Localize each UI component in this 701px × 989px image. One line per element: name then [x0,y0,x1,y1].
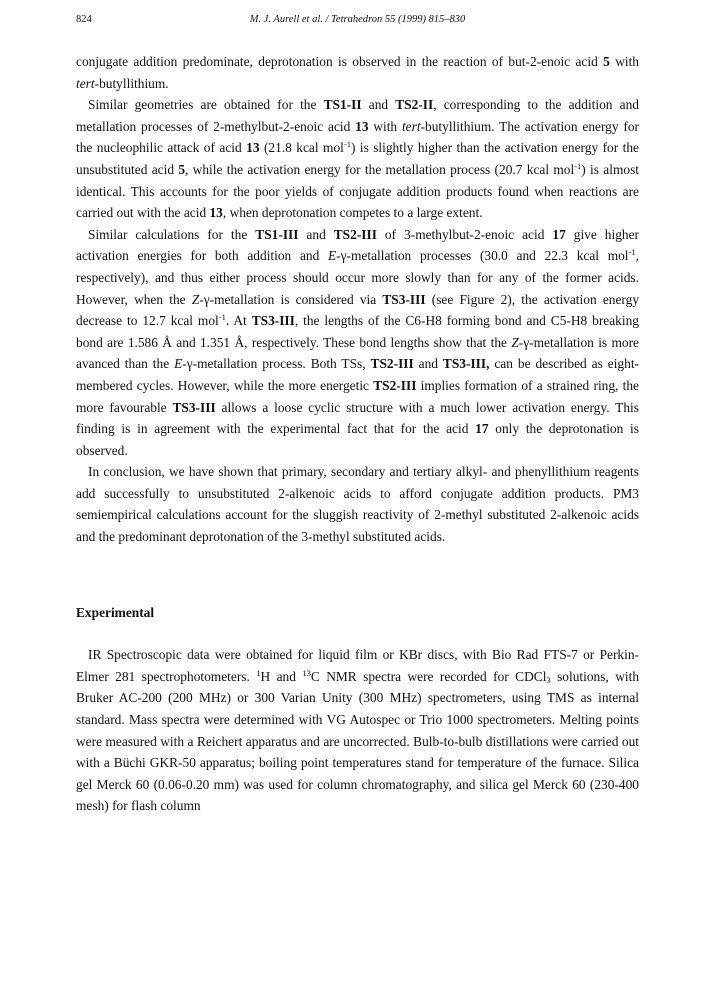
text-run: Similar calculations for the [88,226,256,242]
ts-label: TS2-II [395,97,434,113]
text-run: -γ-metallation is considered via [199,291,383,307]
compound-ref: 17 [475,421,489,437]
ts-label: TS1-III [255,226,299,242]
text-run: . At [225,313,252,329]
ts-label: TS1-II [323,97,362,113]
text-run: solutions, with Bruker AC-200 (200 MHz) or 300 Varian Unity (300 MHz) spectrometers, using TMS as internal standard. Mass spectra were determined with VG Autospec or Trio 1000 spectrometers. Melting points were measured with a Reichert apparatus and are uncorrected. Bulb-to-bulb distillations were carried out with a Büchi GKR-50 apparatus; boiling point temperatures stand for temperature of the furnace. Silica gel Merck 60 (0.06-0.20 mm) was used for column chromatography, and silica gel Merck 60 (230-400 mesh) for flash column [76,668,640,814]
superscript: -1 [574,160,582,171]
text-run: , when deprotonation competes to a large extent. [222,205,483,221]
superscript: -1 [343,139,351,150]
text-run: Similar geometries are obtained for the [88,97,324,113]
paragraph-continuation [76,51,639,94]
paragraph-conclusion: In conclusion, we have shown that primary, secondary and tertiary alkyl- and phenyllithium reagents add successfully to unsubstituted 2-alkenoic acids to afford conjugate addition products. PM3 semiempirical calculations account for the sluggish reactivity of 2-methyl substituted 2-alkenoic acids and the predominant deprotonation of the 3-methyl substituted acids. [76,464,639,545]
text-run: implies formation of a strained ring, the more favourable [76,377,639,415]
compound-ref: 13 [355,118,369,134]
ts-label: TS2-III [370,356,414,372]
compound-ref: 5 [603,54,610,69]
section-heading-experimental: Experimental [76,604,155,620]
italic-term: tert [401,118,421,134]
ts-label: TS3-III, [442,356,490,372]
text-run: ) is almost identical. This accounts for the poor yields of conjugate addition products found when reactions are carried out with the acid [76,161,639,221]
subscript: 3 [546,674,551,685]
text-run: -γ-metallation is more avanced than the [76,334,639,372]
text-run: -butyllithium. The activation energy for the nucleophilic attack of acid [76,118,639,156]
text-run: (see Figure 2), the activation energy decrease to 12.7 kcal mol [76,291,640,329]
text-run: , respectively), and thus either process should occur more slowly than for any of the former acids. However, when the [76,248,639,307]
italic-term: tert [76,75,95,91]
text-run: -butyllithium. [94,75,169,91]
text-run: -γ-metallation process. Both TSs, [182,356,371,372]
text-run: and [298,226,334,242]
italic-term: Z [191,291,200,307]
paragraph-ts-ii [76,94,639,224]
text-run: C NMR spectra were recorded for CDCl [310,668,547,684]
text-run: conjugate addition predominate, deprotonation is observed in the reaction of but-2-enoic acid [76,54,604,69]
text-run: , while the activation energy for the metallation process (20.7 kcal mol [185,161,575,177]
italic-term: E [174,356,183,372]
text-run: -γ-metallation processes (30.0 and 22.3 kcal mol [336,248,629,264]
article-body [76,51,639,817]
ts-label: TS2-III [373,377,417,393]
superscript: 13 [302,667,311,678]
paragraph-ts-iii [76,224,639,462]
superscript: -1 [628,247,636,258]
italic-term: E [327,248,337,264]
text-run: with [368,118,402,134]
page-number: 824 [76,14,92,25]
text-run: allows a loose cyclic structure with a much lower activation energy. This finding is in agreement with the experimental fact that for the acid [76,399,639,437]
superscript: -1 [218,312,226,323]
text-run: and [361,97,396,113]
superscript: 1 [256,667,261,678]
text-run: ) is slightly higher than the activation energy for the unsubstituted acid [76,140,639,177]
text-run: of 3-methylbut-2-enoic acid [376,226,553,242]
text-run: can be described as eight-membered cycles. However, while the more energetic [76,356,639,393]
text-run: , the lengths of the C6-H8 forming bond and C5-H8 breaking bond are 1.586 Å and 1.351 Å, respectively. These bond lengths show that the [76,313,639,350]
ts-label: TS2-III [333,226,377,242]
section-spacer [76,548,639,575]
running-title: M. J. Aurell et al. / Tetrahedron 55 (1999) 815–830 [249,14,466,25]
text-run: H and [260,668,303,684]
compound-ref: 17 [552,226,566,242]
ts-label: TS3-III [251,313,295,329]
text-run: , corresponding to the addition and metallation processes of 2-methylbut-2-enoic acid [76,97,640,134]
text-run: and [413,356,443,372]
paragraph-experimental [76,644,639,817]
compound-ref: 13 [209,205,223,221]
text-run: give higher activation energies for both addition and [76,226,639,264]
compound-ref: 13 [246,140,260,156]
italic-term: Z [511,334,519,350]
ts-label: TS3-III [382,291,426,307]
ts-label: TS3-III [172,399,216,415]
text-run: IR Spectroscopic data were obtained for liquid film or KBr discs, with Bio Rad FTS-7 or Perkin-Elmer 281 spectrophotometers. [76,647,639,684]
running-header [76,14,639,28]
text-run: with [609,54,640,69]
text-run: (21.8 kcal mol [259,140,344,156]
text-run: only the deprotonation is observed. [76,421,639,458]
compound-ref: 5 [178,161,186,177]
